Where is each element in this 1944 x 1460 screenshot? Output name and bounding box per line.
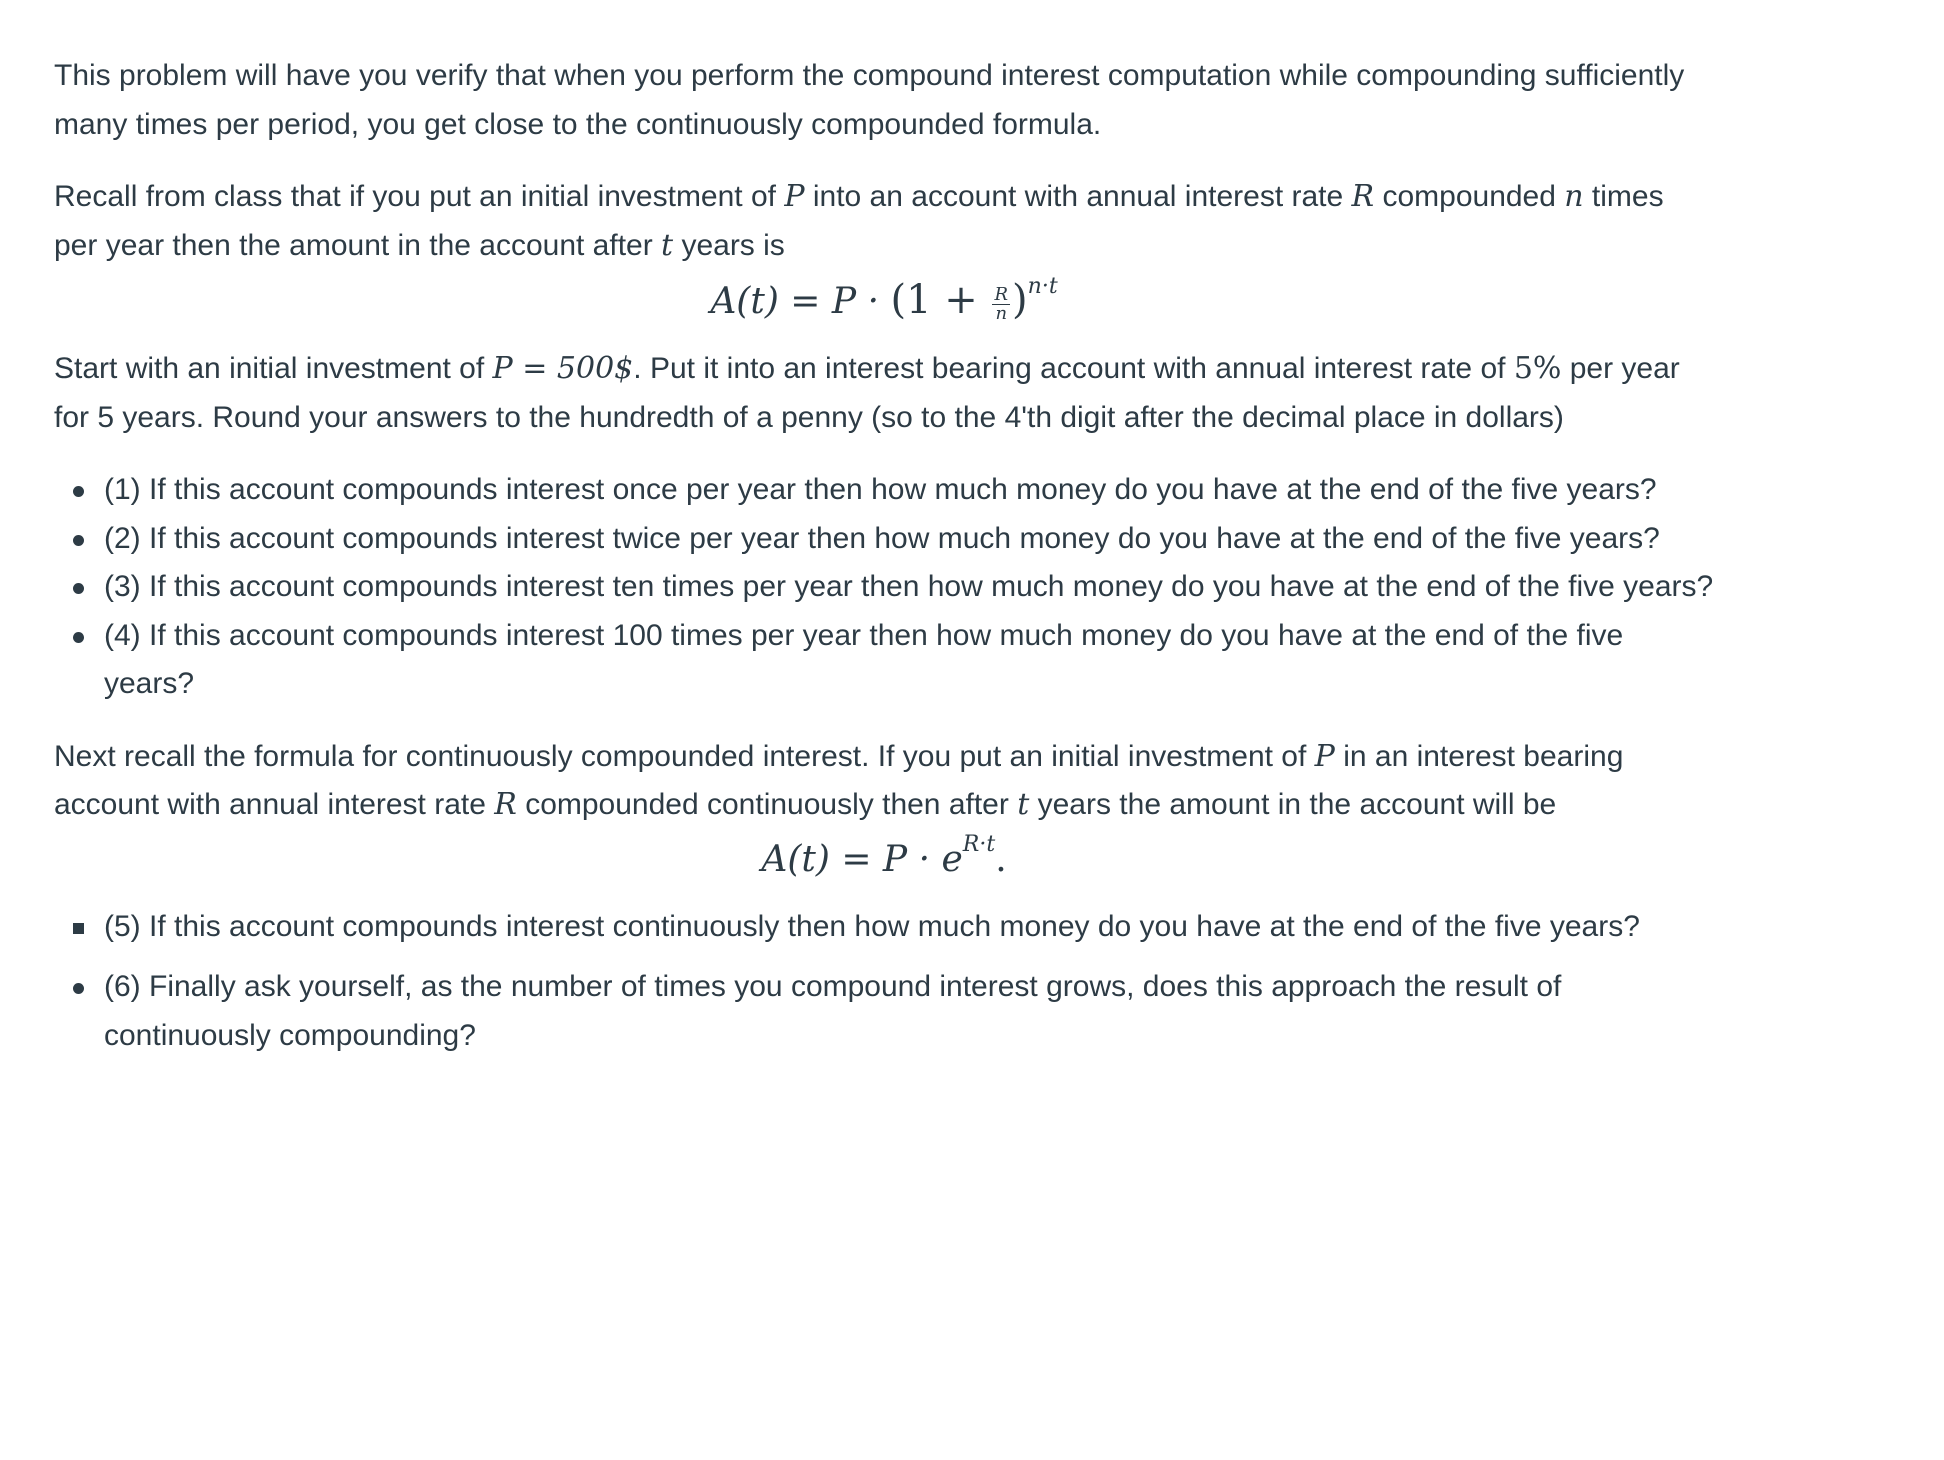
- bullet-icon: [73, 535, 84, 546]
- formula1-lhs: A(t) = P ·: [710, 281, 891, 322]
- var-p: P: [784, 179, 805, 214]
- start-text-2: . Put it into an interest bearing account with annual interest rate of: [633, 352, 1514, 385]
- question-4-text: (4) If this account compounds interest 100 times per year then how much money do you have at the end of the five years?: [104, 618, 1624, 700]
- continuous-paragraph: [54, 733, 1714, 830]
- bullet-icon: [73, 632, 84, 643]
- recall-text-3: compounded: [1374, 180, 1565, 213]
- var-r: R: [1351, 179, 1375, 214]
- formula1-fraction: [992, 283, 1010, 324]
- recall-text-2: into an account with annual interest rate: [804, 180, 1352, 213]
- question-1: [104, 466, 1714, 515]
- formula2-end: .: [995, 838, 1007, 880]
- start-text-3: per year for 5 years. Round your answers to the hundredth of a penny (so to the 4'th digit after the decimal place in dollars): [54, 352, 1680, 434]
- bullet-icon: [73, 486, 84, 497]
- question-2-text: (2) If this account compounds interest twice per year then how much money do you have at the end of the five years?: [104, 521, 1660, 555]
- var-t: t: [661, 227, 674, 263]
- question-6-text: (6) Finally ask yourself, as the number of times you compound interest grows, does this approach the result of continuously compounding?: [104, 970, 1562, 1052]
- question-3: [104, 563, 1714, 612]
- recall-paragraph: [54, 173, 1714, 270]
- start-paragraph: [54, 345, 1714, 442]
- formula2-lhs: A(t) = P · e: [761, 838, 963, 880]
- question-5-text: (5) If this account compounds interest continuously then how much money do you have at the end of the five years?: [104, 909, 1640, 943]
- formula1-open: (1 +: [890, 277, 991, 323]
- question-2: [104, 515, 1714, 564]
- fraction-denominator: n: [995, 302, 1008, 324]
- question-5: [104, 903, 1714, 952]
- question-list-final: [54, 963, 1714, 1060]
- formula1-exponent: n·t: [1027, 274, 1058, 299]
- var-r: R: [494, 787, 517, 822]
- start-text-1: Start with an initial investment of: [54, 352, 493, 385]
- question-3-text: (3) If this account compounds interest ten times per year then how much money do you have at the end of the five years?: [104, 570, 1714, 603]
- continuous-text-2: in an interest bearing account with annual interest rate: [54, 739, 1624, 821]
- continuous-interest-formula: [54, 831, 1714, 889]
- question-6: [104, 963, 1714, 1060]
- formula1-close: ): [1012, 277, 1028, 323]
- var-t: t: [1017, 787, 1030, 822]
- question-list: [54, 466, 1714, 709]
- var-n: n: [1564, 179, 1584, 214]
- fraction-numerator: R: [994, 283, 1009, 305]
- square-bullet-icon: [73, 923, 84, 934]
- var-p: P: [1314, 738, 1335, 774]
- initial-investment-equation: P = 500$: [492, 351, 634, 386]
- interest-rate: 5%: [1513, 351, 1562, 386]
- bullet-icon: [73, 983, 84, 994]
- question-4: [104, 612, 1714, 709]
- question-1-text: (1) If this account compounds interest once per year then how much money do you have at the end of the five years?: [104, 473, 1657, 506]
- question-list-continuous: [54, 903, 1714, 952]
- continuous-text-4: years the amount in the account will be: [1029, 788, 1557, 821]
- continuous-text-3: compounded continuously then after: [516, 788, 1018, 821]
- recall-text-5: years is: [673, 228, 785, 262]
- problem-content: [54, 52, 1714, 1084]
- intro-paragraph: This problem will have you verify that when you perform the compound interest computation while compounding sufficiently many times per period, you get close to the continuously compounded formula.: [54, 59, 1685, 141]
- compound-interest-formula: [54, 276, 1714, 331]
- continuous-text-1: Next recall the formula for continuously compounded interest. If you put an initial investment of: [54, 739, 1315, 773]
- recall-text-1: Recall from class that if you put an initial investment of: [54, 180, 785, 213]
- formula2-exponent: R·t: [962, 831, 996, 857]
- recall-text-4: times per year then the amount in the account after: [54, 180, 1664, 262]
- bullet-icon: [73, 583, 84, 594]
